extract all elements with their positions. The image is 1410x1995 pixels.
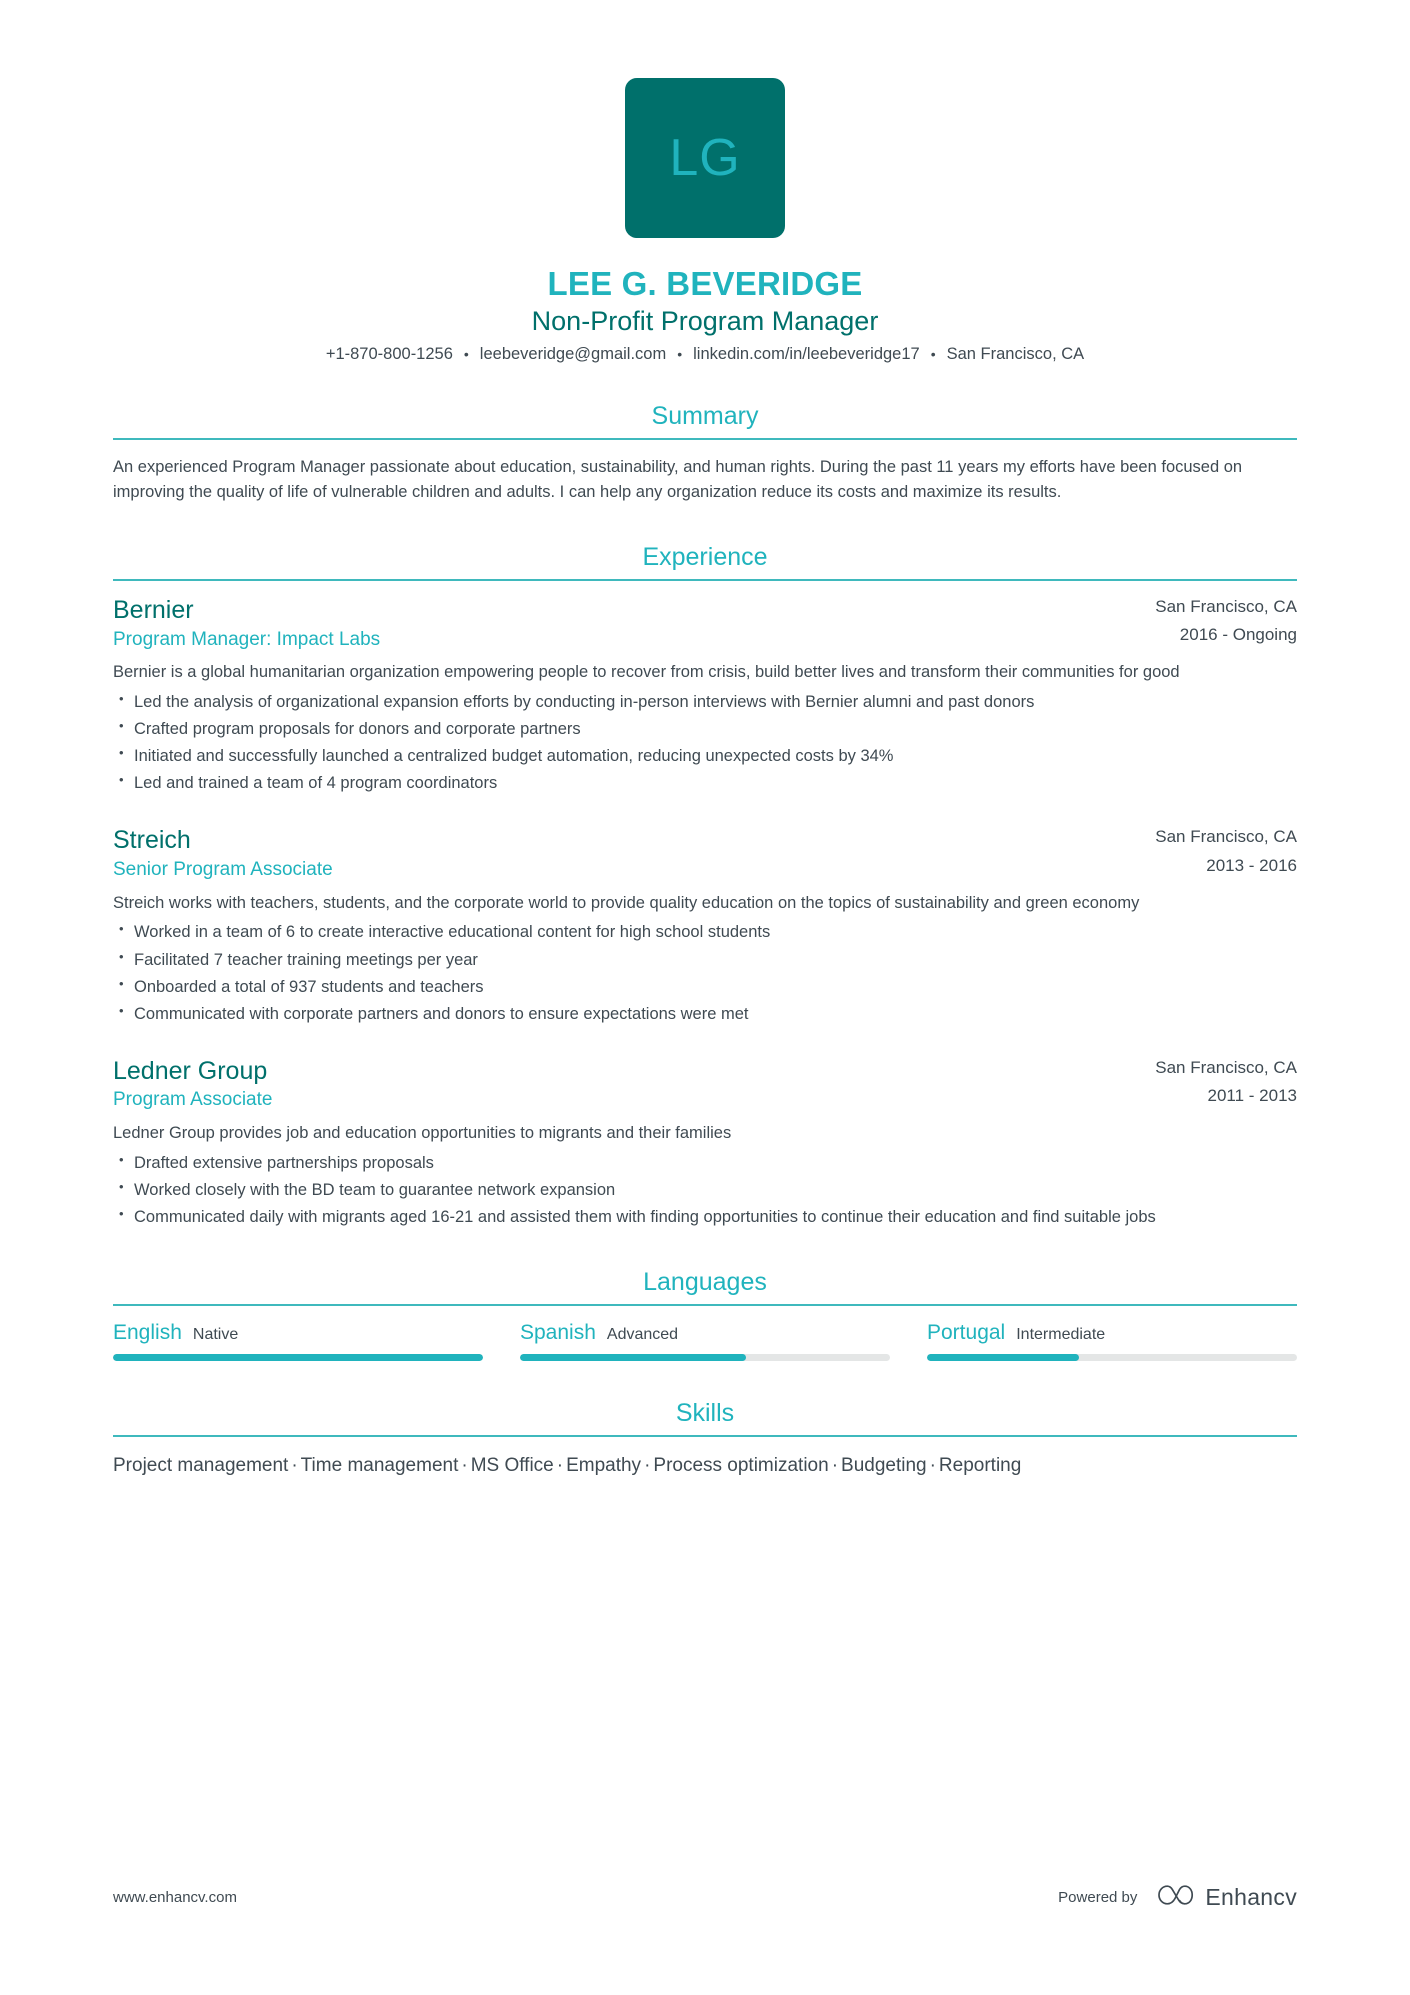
language-proficiency-fill <box>520 1354 746 1361</box>
language-item <box>113 1321 483 1361</box>
skill-item: Reporting <box>938 1455 1022 1477</box>
job-dates: 2013 - 2016 <box>1206 855 1297 875</box>
language-name: English <box>113 1321 182 1345</box>
job-location: San Francisco, CA <box>1155 827 1297 847</box>
summary-text: An experienced Program Manager passionate about education, sustainability, and human rights. During the past 11 years my efforts have been focused on improving the quality of life of vulnerable children and adults. I can help any organization reduce its costs and maximize its results. <box>113 458 1243 502</box>
job-dates: 2011 - 2013 <box>1207 1085 1297 1105</box>
contact-separator: • <box>463 345 469 362</box>
experience-entry-header <box>113 596 1297 651</box>
language-level: Intermediate <box>1016 1326 1106 1344</box>
language-proficiency-bar <box>520 1354 890 1361</box>
section-title-summary: Summary <box>651 402 759 430</box>
job-bullet-list <box>113 690 1297 796</box>
job-bullet: • Initiated and successfully launched a centralized budget automation, reducing unexpected costs by 34% <box>113 744 1297 769</box>
languages-body <box>113 1306 1297 1361</box>
summary-body <box>113 440 1297 505</box>
section-title-languages: Languages <box>643 1268 767 1297</box>
language-name: Portugal <box>927 1321 1006 1345</box>
contact-location: San Francisco, CA <box>946 345 1085 363</box>
experience-entry-main <box>113 1057 1135 1112</box>
experience-entry-header <box>113 826 1297 881</box>
job-bullet: • Facilitated 7 teacher training meetings per year <box>113 948 1297 973</box>
skill-separator: · <box>556 1455 564 1477</box>
avatar-initials: LG <box>669 129 741 187</box>
experience-body <box>113 581 1297 1230</box>
job-bullet: • Onboarded a total of 937 students and teachers <box>113 975 1297 1000</box>
languages-grid <box>113 1321 1297 1361</box>
language-name: Spanish <box>520 1321 596 1345</box>
powered-by-label: Powered by <box>1058 1889 1138 1906</box>
language-header <box>927 1321 1297 1345</box>
skill-item: Time management <box>300 1455 459 1477</box>
job-bullet: • Drafted extensive partnerships proposals <box>113 1151 1297 1176</box>
job-location: San Francisco, CA <box>1155 597 1297 617</box>
skills-body <box>113 1437 1297 1481</box>
section-summary <box>113 402 1297 505</box>
language-item <box>520 1321 890 1361</box>
enhancv-wordmark: Enhancv <box>1205 1884 1297 1910</box>
language-proficiency-fill <box>113 1354 483 1361</box>
job-description: Ledner Group provides job and education opportunities to migrants and their families <box>113 1124 732 1143</box>
section-title-experience: Experience <box>642 543 768 572</box>
avatar <box>625 78 785 238</box>
contact-email[interactable]: leebeveridge@gmail.com <box>479 345 667 363</box>
job-bullet: • Led the analysis of organizational expansion efforts by conducting in-person interviews with Bernier alumni and past donors <box>113 690 1297 715</box>
language-header <box>520 1321 890 1345</box>
contact-line <box>113 345 1297 364</box>
language-level: Advanced <box>606 1326 679 1344</box>
section-languages <box>113 1268 1297 1361</box>
job-bullet: • Worked in a team of 6 to create interactive educational content for high school students <box>113 920 1297 945</box>
job-bullet-list <box>113 1151 1297 1230</box>
language-header <box>113 1321 483 1345</box>
skill-separator: · <box>644 1455 651 1477</box>
resume-footer <box>113 1882 1297 1913</box>
job-bullet: • Crafted program proposals for donors and corporate partners <box>113 717 1297 742</box>
skill-separator: · <box>291 1455 298 1477</box>
contact-separator: • <box>930 345 936 362</box>
skill-item: Process optimization <box>653 1455 829 1477</box>
job-dates: 2016 - Ongoing <box>1179 625 1297 645</box>
enhancv-logo-icon <box>1154 1882 1196 1913</box>
language-level: Native <box>192 1326 239 1344</box>
skill-separator: · <box>831 1455 839 1477</box>
skill-item: MS Office <box>470 1455 554 1477</box>
skill-separator: · <box>929 1455 936 1477</box>
language-proficiency-bar <box>113 1354 483 1361</box>
job-description: Bernier is a global humanitarian organization empowering people to recover from crisis, build better lives and transform their communities for good <box>113 663 1180 682</box>
footer-brand <box>1058 1882 1297 1913</box>
experience-entry-meta <box>1135 826 1297 876</box>
section-skills <box>113 1399 1297 1481</box>
company-name: Streich <box>113 826 191 855</box>
skill-separator: · <box>461 1455 468 1477</box>
job-description: Streich works with teachers, students, and the corporate world to provide quality education on the topics of sustainability and green economy <box>113 893 1140 912</box>
skills-list <box>113 1452 1297 1481</box>
experience-entry-meta <box>1135 596 1297 646</box>
company-name: Ledner Group <box>113 1056 268 1085</box>
job-bullet-list <box>113 920 1297 1026</box>
job-location: San Francisco, CA <box>1155 1057 1297 1077</box>
job-role: Program Manager: Impact Labs <box>113 628 381 650</box>
job-bullet: • Communicated daily with migrants aged 16-21 and assisted them with finding opportunities to continue their education and find suitable jobs <box>113 1205 1297 1230</box>
experience-entry-main <box>113 596 1135 651</box>
language-item <box>927 1321 1297 1361</box>
experience-entry <box>113 826 1297 1026</box>
experience-entry-header <box>113 1057 1297 1112</box>
experience-entry <box>113 596 1297 796</box>
experience-entry-meta <box>1135 1057 1297 1107</box>
skill-item: Project management <box>113 1455 289 1477</box>
section-title-skills: Skills <box>675 1399 735 1428</box>
experience-entry-main <box>113 826 1135 881</box>
candidate-name: LEE G. BEVERIDGE <box>547 265 863 302</box>
job-bullet: • Communicated with corporate partners and donors to ensure expectations were met <box>113 1002 1297 1027</box>
job-role: Senior Program Associate <box>113 858 333 880</box>
skill-item: Budgeting <box>841 1455 927 1477</box>
job-bullet: • Led and trained a team of 4 program coordinators <box>113 771 1297 796</box>
experience-entry <box>113 1057 1297 1230</box>
section-experience <box>113 543 1297 1230</box>
job-bullet: • Worked closely with the BD team to guarantee network expansion <box>113 1178 1297 1203</box>
job-role: Program Associate <box>113 1089 273 1111</box>
language-proficiency-fill <box>927 1354 1079 1361</box>
company-name: Bernier <box>113 596 194 625</box>
footer-site-url[interactable]: www.enhancv.com <box>113 1889 237 1906</box>
candidate-job-title: Non-Profit Program Manager <box>531 306 879 336</box>
contact-separator: • <box>677 345 683 362</box>
resume-header <box>113 0 1297 364</box>
contact-phone[interactable]: +1-870-800-1256 <box>325 345 453 363</box>
contact-linkedin[interactable]: linkedin.com/in/leebeveridge17 <box>693 345 920 363</box>
skill-item: Empathy <box>566 1455 642 1477</box>
language-proficiency-bar <box>927 1354 1297 1361</box>
